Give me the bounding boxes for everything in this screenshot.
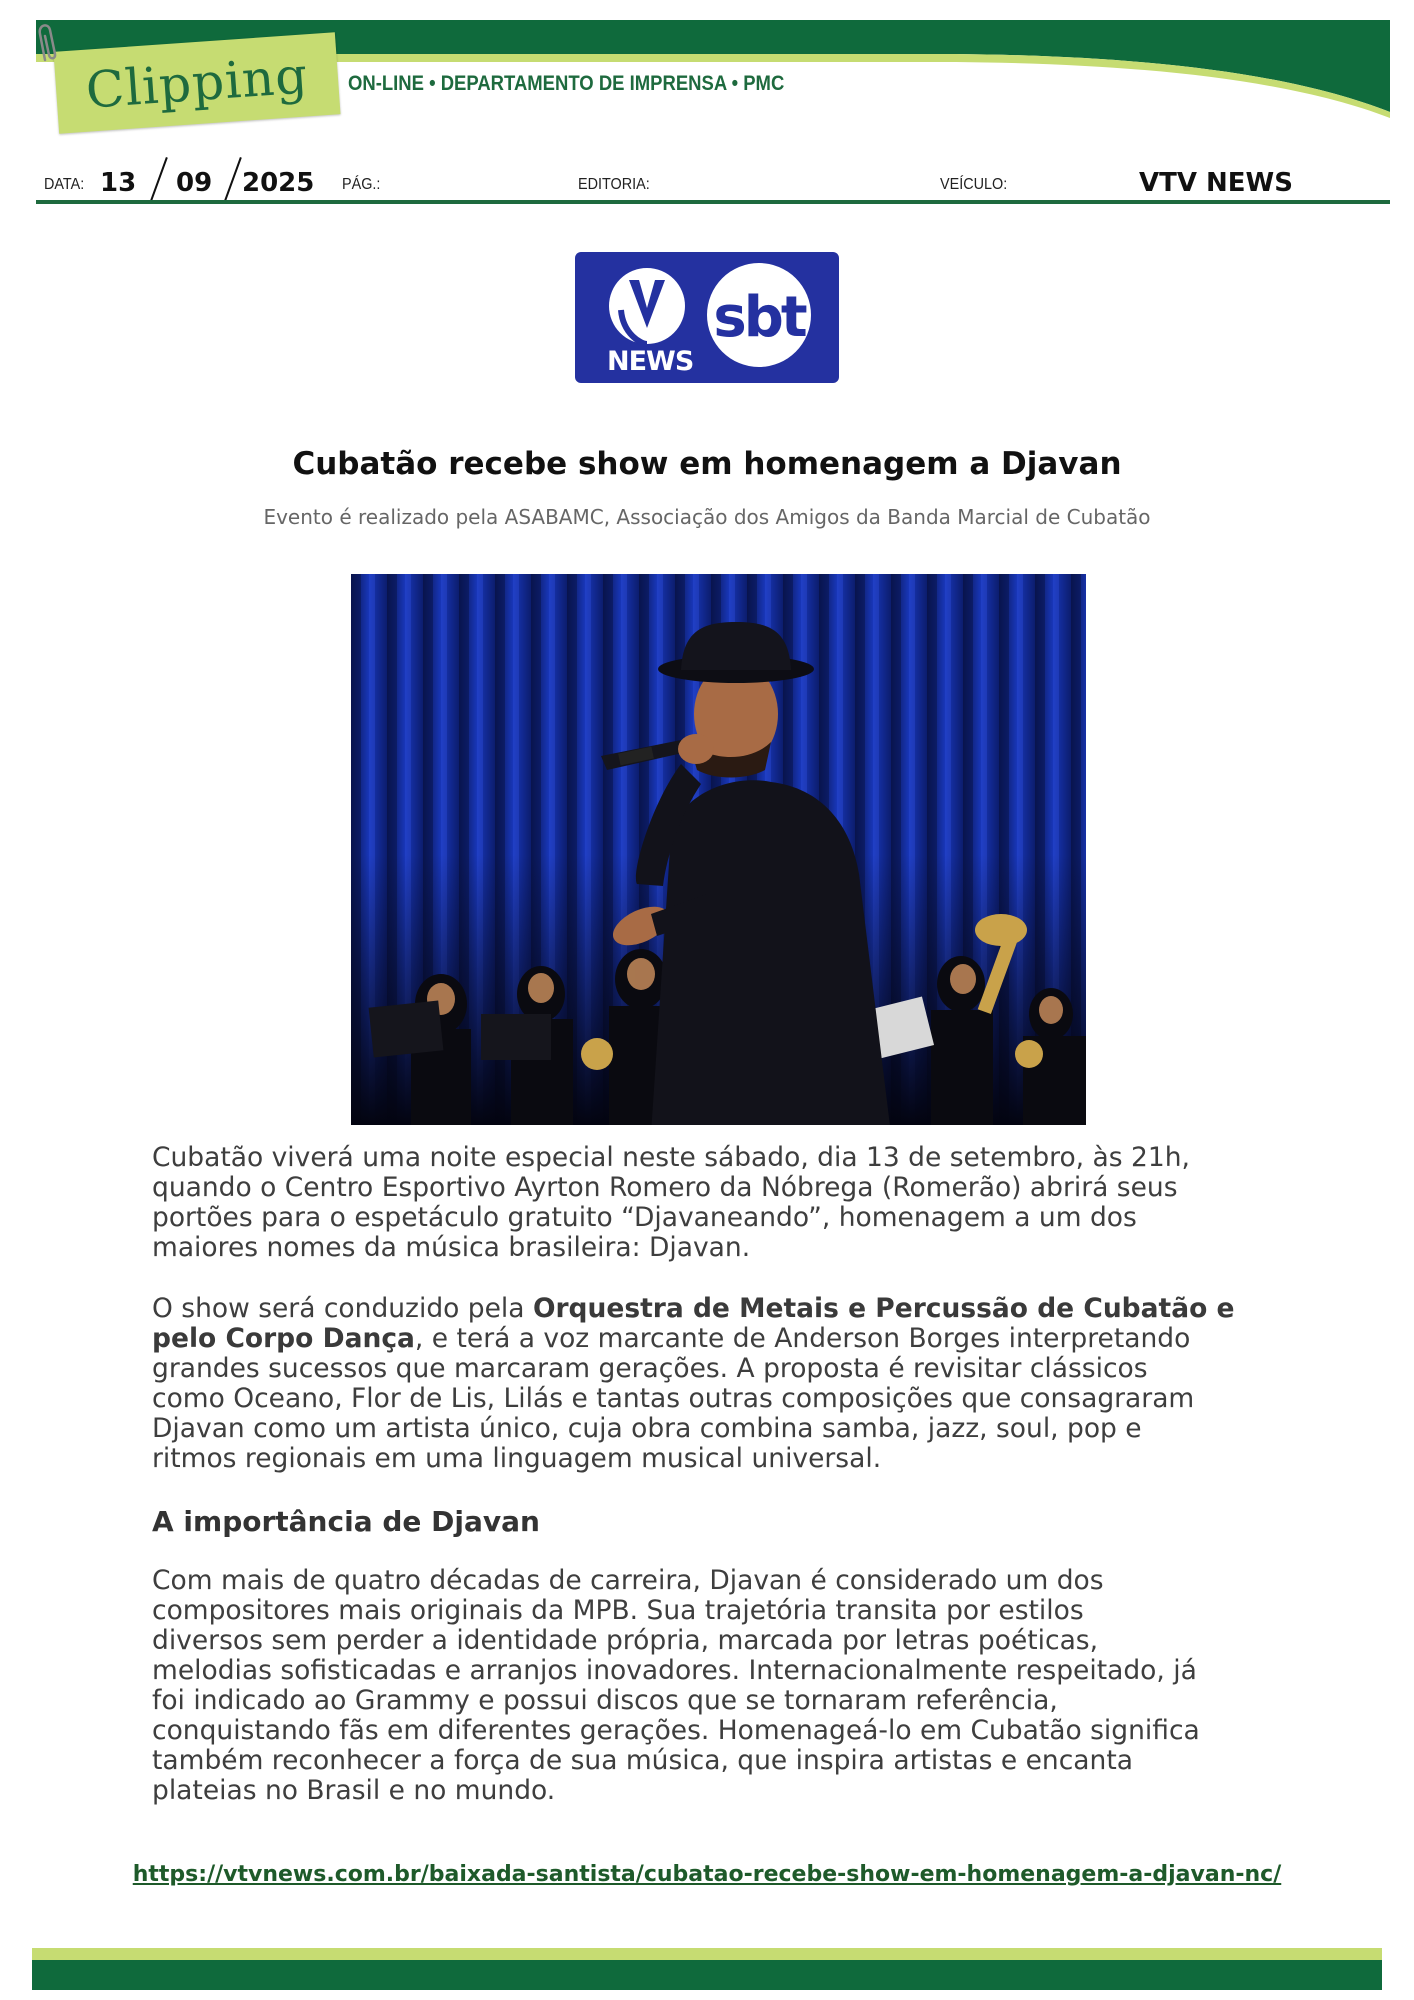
text-line: melodias sofisticadas e arranjos inovadores. Internacionalmente respeitado, já (152, 1655, 1197, 1686)
logo-news-text: NEWS (607, 346, 694, 377)
article-subtitle: Evento é realizado pela ASABAMC, Associação dos Amigos da Banda Marcial de Cubatão (263, 505, 1151, 529)
editoria-label: EDITORIA: (578, 176, 650, 193)
footer-stripe-light (32, 1948, 1382, 1960)
text-line: foi indicado ao Grammy e possui discos que se tornaram referência, (152, 1685, 1058, 1716)
singer-on-stage-photo (351, 574, 1086, 1125)
footer-stripe-dark (32, 1960, 1382, 1990)
paragraph-2 (152, 1294, 1292, 1474)
text-line (152, 1324, 1292, 1354)
text-line: Com mais de quatro décadas de carreira, Djavan é considerado um dos (152, 1565, 1104, 1596)
vtv-logo-icon (575, 252, 839, 383)
source-link[interactable]: https://vtvnews.com.br/baixada-santista/cubatao-recebe-show-em-homenagem-a-djavan-nc/ (132, 1862, 1282, 1887)
page-label: PÁG.: (342, 176, 381, 193)
veiculo-value: VTV NEWS (1139, 168, 1293, 198)
date-year: 2025 (242, 168, 315, 198)
text-line: portões para o espetáculo gratuito “Djavaneando”, homenagem a um dos (152, 1202, 1137, 1233)
text-span: O show será conduzido pela (152, 1293, 533, 1324)
veiculo-label: VEÍCULO: (940, 176, 1008, 193)
date-day: 13 (100, 168, 137, 198)
meta-divider (36, 200, 1390, 204)
brand-name: Clipping (84, 46, 310, 120)
section-heading: A importância de Djavan (152, 1505, 540, 1538)
vtv-sbt-logo (575, 252, 839, 383)
date-month: 09 (176, 168, 213, 198)
text-span: , e terá a voz marcante de Anderson Borges interpretando (414, 1323, 1191, 1354)
paperclip-icon (36, 20, 66, 66)
text-line: também reconhecer a força de sua música, que inspira artistas e encanta (152, 1745, 1133, 1776)
bold-text: Orquestra de Metais e Percussão de Cubatão e (532, 1293, 1235, 1324)
header-subtitle: ON-LINE • DEPARTAMENTO DE IMPRENSA • PMC (348, 72, 785, 95)
paragraph-3 (152, 1566, 1292, 1806)
text-line: quando o Centro Esportivo Ayrton Romero da Nóbrega (Romerão) abrirá seus (152, 1172, 1178, 1203)
text-line: conquistando fãs em diferentes gerações. Homenageá-lo em Cubatão significa (152, 1715, 1200, 1746)
logo-sbt-text: sbt (713, 285, 805, 350)
date-separator (150, 157, 168, 201)
text-line: maiores nomes da música brasileira: Djavan. (152, 1232, 751, 1263)
date-label: DATA: (44, 176, 85, 193)
paragraph-1 (152, 1143, 1292, 1263)
text-line (152, 1294, 1292, 1324)
text-line: Djavan como um artista único, cuja obra combina samba, jazz, soul, pop e (152, 1413, 1142, 1444)
text-line: ritmos regionais em uma linguagem musical universal. (152, 1443, 882, 1474)
text-line: diversos sem perder a identidade própria, marcada por letras poéticas, (152, 1625, 1099, 1656)
bold-text: pelo Corpo Dança (152, 1323, 415, 1354)
text-line: plateias no Brasil e no mundo. (152, 1775, 556, 1806)
article-title: Cubatão recebe show em homenagem a Djavan (292, 446, 1122, 482)
date-separator (224, 157, 242, 201)
article-photo (351, 574, 1086, 1125)
clipping-header (36, 20, 1390, 120)
text-line: compositores mais originais da MPB. Sua trajetória transita por estilos (152, 1595, 1084, 1626)
text-line: Cubatão viverá uma noite especial neste sábado, dia 13 de setembro, às 21h, (152, 1142, 1190, 1173)
text-line: como Oceano, Flor de Lis, Lilás e tantas outras composições que consagraram (152, 1383, 1195, 1414)
text-line: grandes sucessos que marcaram gerações. A proposta é revisitar clássicos (152, 1353, 1148, 1384)
